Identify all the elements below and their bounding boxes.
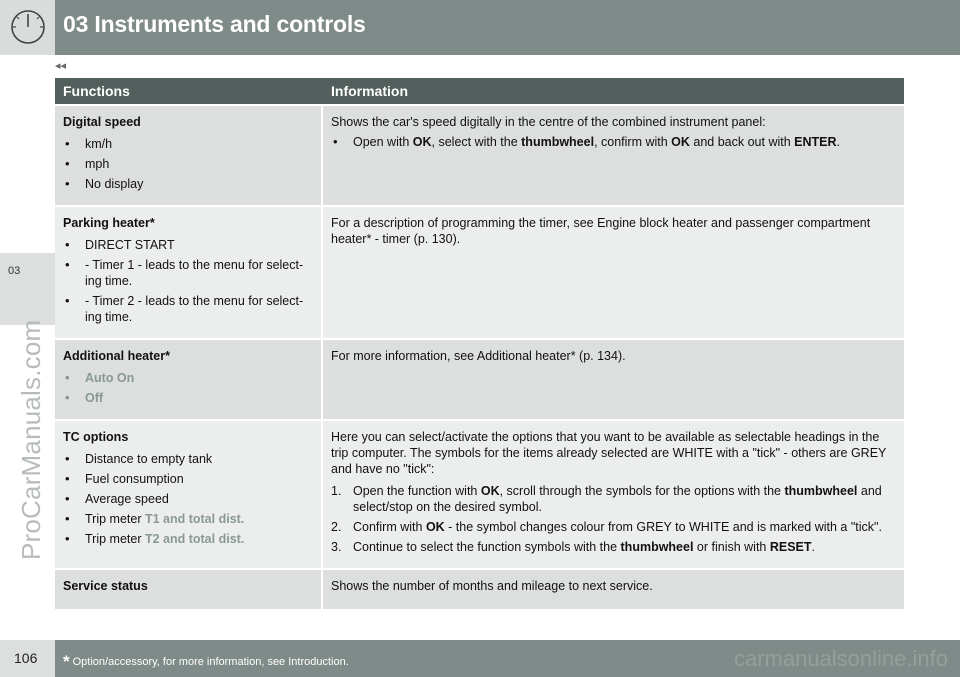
chapter-tab[interactable] [0,253,55,325]
footnote-star: * [63,652,70,671]
table-row [55,338,904,419]
steps-list [331,483,896,555]
page-footer [0,640,960,677]
list-item: • Open with OK, select with the thumbwheel, confirm with OK and back out with ENTER. [331,134,896,150]
information-cell [323,104,904,205]
function-cell [55,104,323,205]
option-list [63,136,313,192]
option-list [63,237,313,325]
side-watermark: ProCarManuals.com [16,319,46,560]
option-list [63,370,313,406]
list-item: 3. Continue to select the function symbols with the thumbwheel or finish with RESET. [331,540,816,554]
list-item: • km/h [63,136,313,152]
list-item: • Average speed [63,491,313,507]
list-item: • DIRECT START [63,237,313,253]
chapter-tab-number: 03 [8,265,21,277]
list-item: • Trip meter T2 and total dist. [63,531,313,547]
table-row [55,205,904,338]
function-title: Service status [63,579,148,593]
information-cell [323,205,904,338]
table-row [55,104,904,205]
function-cell [55,568,323,609]
info-text: For a description of programming the timer, see Engine block heater and passenger compartment heater* - timer (p. 130). [331,216,871,246]
footnote [63,650,349,670]
info-text: Here you can select/activate the options that you want to be available as selectable headings in the trip computer. The symbols for the items already selected are WHITE with a "tick" - others are GREY and have no "tick": [331,430,887,476]
list-item: • Distance to empty tank [63,451,313,467]
function-title: Parking heater* [63,216,155,230]
table-row [55,419,904,568]
column-header-information: Information [323,78,904,104]
page-title: 03 Instruments and controls [63,11,366,37]
list-item: • - Timer 2 - leads to the menu for select-ing time. [63,293,313,325]
function-cell [55,419,323,568]
function-title: TC options [63,430,129,444]
page-header [0,0,960,55]
function-cell [55,205,323,338]
list-item: • mph [63,156,313,172]
info-bullets [331,134,896,150]
footnote-text: Option/accessory, for more information, see Introduction. [72,656,349,668]
information-cell [323,419,904,568]
list-item: • Fuel consumption [63,471,313,487]
list-item: • Trip meter T1 and total dist. [63,511,313,527]
gauge-icon [9,8,47,46]
page-number-box [0,640,55,677]
list-item: 1. Open the function with OK, scroll through the symbols for the options with the thumbwheel and select/stop on the desired symbol. [331,484,882,514]
information-cell [323,568,904,609]
function-cell [55,338,323,419]
list-item: • Off [63,390,313,406]
info-text: For more information, see Additional heater* (p. 134). [331,349,626,363]
info-text: Shows the car's speed digitally in the centre of the combined instrument panel: [331,115,766,129]
functions-table [55,78,904,609]
list-item: 2. Confirm with OK - the symbol changes colour from GREY to WHITE and is marked with a "tick". [331,520,882,534]
function-title: Additional heater* [63,349,170,363]
chapter-icon-box [0,0,55,55]
function-title: Digital speed [63,115,141,129]
table-row [55,568,904,609]
option-list [63,451,313,547]
info-text: Shows the number of months and mileage to next service. [331,579,653,593]
list-item: • - Timer 1 - leads to the menu for select-ing time. [63,257,313,289]
list-item: • No display [63,176,313,192]
back-marker: ◂◂ [55,60,67,72]
page-number: 106 [14,650,38,666]
table-header-row [55,78,904,104]
column-header-functions: Functions [55,78,323,104]
information-cell [323,338,904,419]
footer-watermark: carmanualsonline.info [733,646,948,671]
list-item: • Auto On [63,370,313,386]
